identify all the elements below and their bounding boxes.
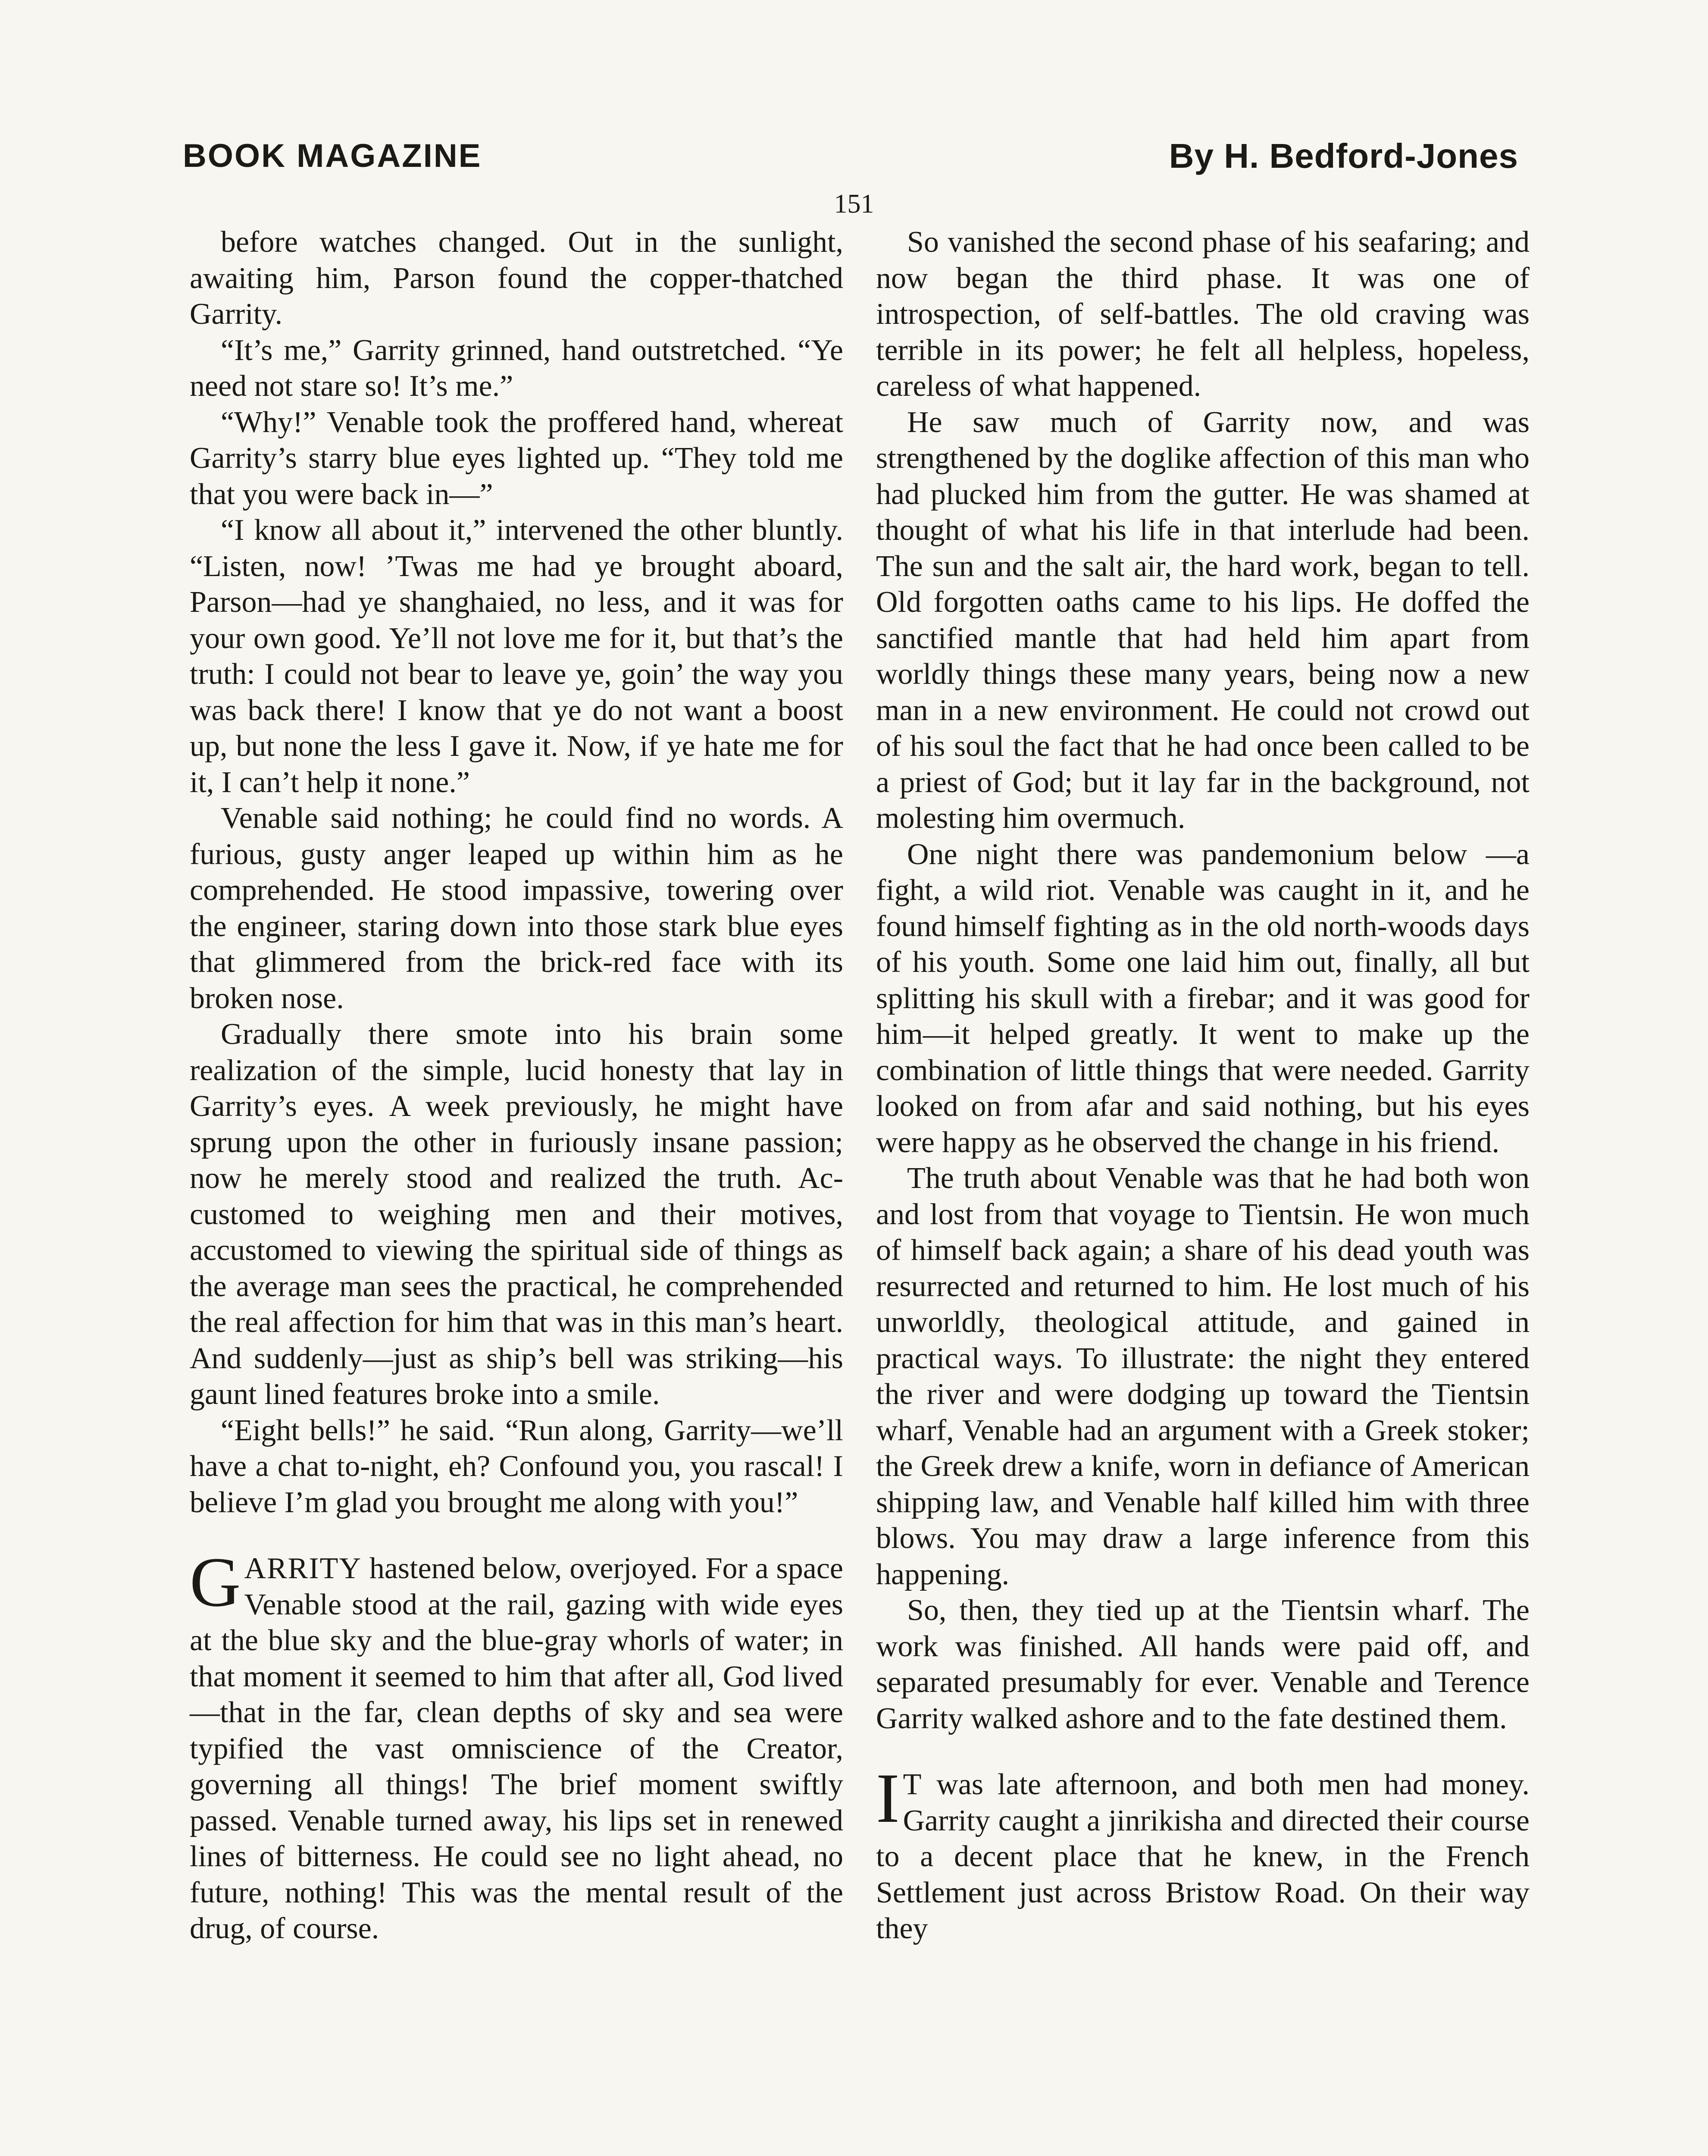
paragraph: “Why!” Venable took the proffered hand, whereat Garrity’s starry blue eyes lighted up. “They told me that you were back in—” [190, 405, 843, 511]
running-head-magazine: BOOK MAGAZINE [183, 138, 482, 174]
left-column [190, 224, 843, 1947]
paragraph: Gradually there smote into his brain some realization of the simple, lucid honesty that lay in Garrity’s eyes. A week previously, he might have sprung upon the other in furiously insane passion; now he merely stood and realized the truth. Accustomed to weighing men and their motives, accustomed to viewing the spiritual side of things as the average man sees the practical, he comprehended the real affection for him that was in this man’s heart. And suddenly—just as ship’s bell was striking—his gaunt lined features broke into a smile. [190, 1018, 843, 1411]
paragraph: So vanished the second phase of his seafaring; and now began the third phase. It was one of introspection, of self-battles. The old craving was terrible in its power; he felt all helpless, hopeless, careless of what happened. [876, 226, 1530, 403]
paragraph: The truth about Venable was that he had both won and lost from that voyage to Tientsin. He won much of himself back again; a share of his dead youth was resurrected and returned to him. He lost much of his unworldly, theological attitude, and gained in practical ways. To illustrate: the night they entered the river and were dodging up toward the Tientsin wharf, Venable had an argument with a Greek stoker; the Greek drew a knife, worn in defiance of American shipping law, and Venable half killed him with three blows. You may draw a large inference from this happening. [876, 1162, 1530, 1591]
drop-cap: G [190, 1543, 241, 1621]
paragraph: He saw much of Garrity now, and was strengthened by the doglike affection of this man who had plucked him from the gutter. He was shamed at thought of what his life in that interlude had been. The sun and the salt air, the hard work, began to tell. Old forgotten oaths came to his lips. He doffed the sanctified mantle that had held him apart from worldly things these many years, being now a new man in a new environment. He could not crowd out of his soul the fact that he had once been called to be a priest of God; but it lay far in the background, not molesting him overmuch. [876, 405, 1530, 835]
section-break [190, 1520, 843, 1551]
section-paragraph [190, 1543, 843, 1947]
paragraph: Venable said nothing; he could find no words. A furious, gusty anger leaped up within him as he comprehended. He stood impassive, towering over the engineer, staring down into those stark blue eyes that glimmered from the brick-red face with its broken nose. [190, 802, 843, 1015]
small-caps-lead: ARRITY [244, 1552, 362, 1585]
right-column [876, 224, 1530, 1947]
paragraph-text: was late afternoon, and both men had money. Garrity caught a jinrikisha and directed their course to a decent place that he knew, in the French Settlement just across Bristow Road. On their way they [876, 1768, 1530, 1945]
section-break [876, 1736, 1530, 1767]
small-caps-lead: T [903, 1768, 923, 1801]
paragraph-text: hastened below, overjoyed. For a space Venable stood at the rail, gazing with wide eyes at the blue sky and the blue-gray whorls of water; in that moment it seemed to him that after all, God lived—that in the far, clean depths of sky and sea were typified the vast omniscience of the Creator, governing all things! The brief moment swiftly passed. Venable turned away, his lips set in renewed lines of bitterness. He could see no light ahead, no future, nothing! This was the mental result of the drug, of course. [190, 1552, 843, 1945]
paragraph: “I know all about it,” intervened the other bluntly. “Listen, now! ’Twas me had ye brought aboard, Parson—had ye shanghaied, no less, and it was for your own good. Ye’ll not love me for it, but that’s the truth: I could not bear to leave ye, goin’ the way you was back there! I know that ye do not want a boost up, but none the less I gave it. Now, if ye hate me for it, I can’t help it none.” [190, 514, 843, 799]
section-paragraph [876, 1759, 1530, 1947]
drop-cap: I [876, 1759, 900, 1837]
page-number: 151 [834, 189, 874, 219]
paragraph: One night there was pandemonium below —a fight, a wild riot. Venable was caught in it, and he found himself fighting as in the old north-woods days of his youth. Some one laid him out, finally, all but splitting his skull with a firebar; and it was good for him—it helped greatly. It went to make up the combination of little things that were needed. Garrity looked on from afar and said nothing, but his eyes were happy as he observed the change in his friend. [876, 837, 1530, 1159]
running-head-byline: By H. Bedford-Jones [1169, 137, 1518, 175]
paragraph: “Eight bells!” he said. “Run along, Garrity—we’ll have a chat to-night, eh? Confound you, you rascal! I believe I’m glad you brought me along with you!” [190, 1413, 843, 1519]
paragraph: So, then, they tied up at the Tientsin wharf. The work was finished. All hands were paid off, and separated presumably for ever. Venable and Terence Garrity walked ashore and to the fate destined them. [876, 1594, 1530, 1735]
paragraph: before watches changed. Out in the sunlight, awaiting him, Parson found the copper-thatched Garrity. [190, 226, 843, 331]
paragraph: “It’s me,” Garrity grinned, hand outstretched. “Ye need not stare so! It’s me.” [190, 333, 843, 403]
